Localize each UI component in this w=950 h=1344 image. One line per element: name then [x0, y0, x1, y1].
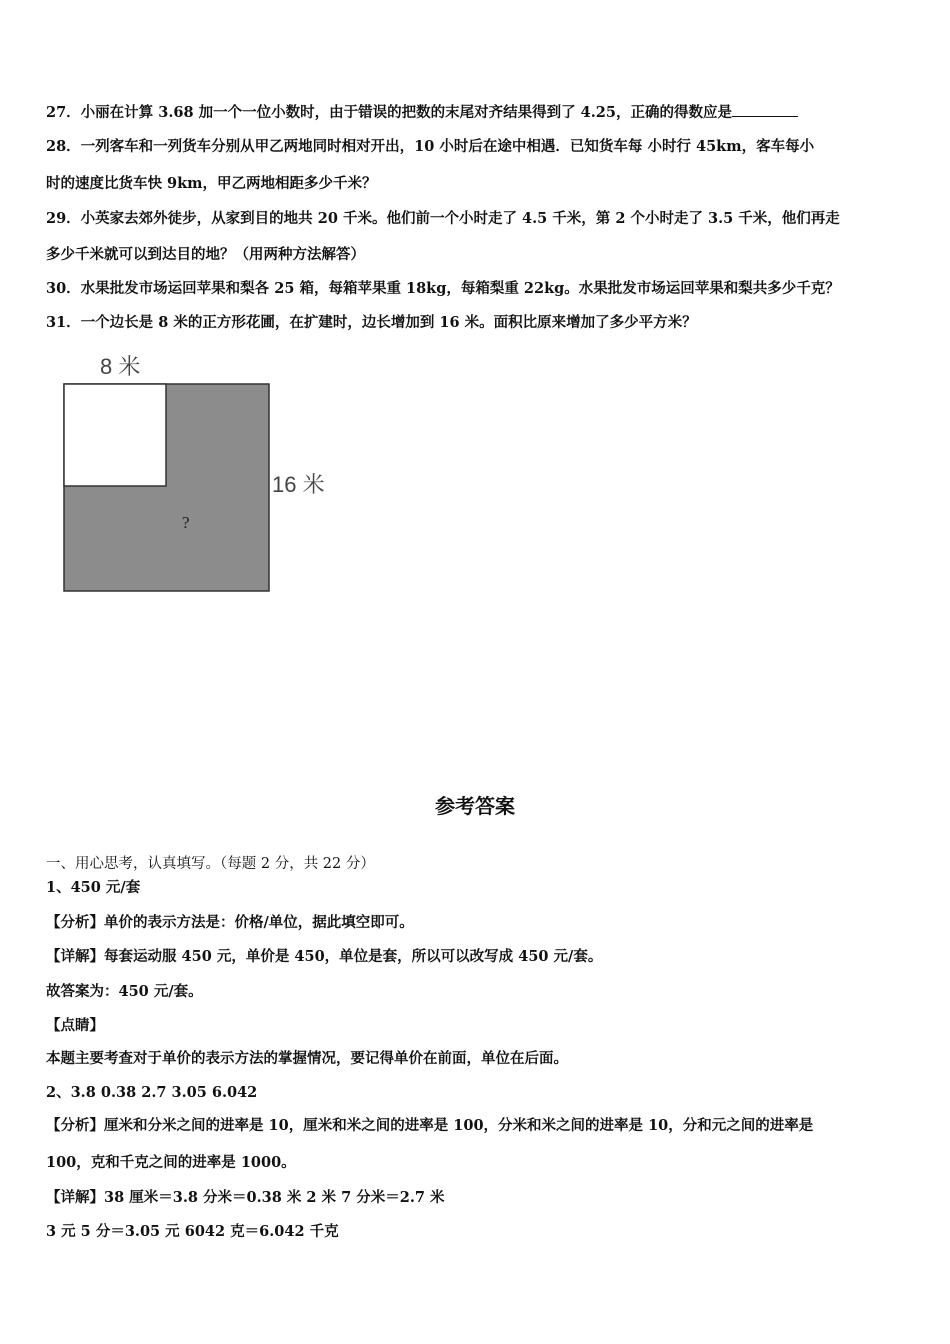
question-29-line-1: 29．小英家去郊外徒步，从家到目的地共 20 千米。他们前一个小时走了 4.5 千米，第 2 个小时走了 3.5 千米，他们再走 [46, 210, 840, 227]
answer-1-conclusion: 故答案为：450 元/套。 [46, 983, 203, 1000]
question-28-line-1: 28．一列客车和一列货车分别从甲乙两地同时相对开出，10 小时后在途中相遇．已知货车每 小时行 45km，客车每小 [46, 138, 815, 155]
answer-1-comment-label: 【点睛】 [46, 1017, 104, 1034]
right-side-label: 16 米 [272, 472, 325, 497]
answer-1: 1、450 元/套 [46, 879, 141, 896]
answer-1-analysis: 【分析】单价的表示方法是：价格/单位，据此填空即可。 [46, 914, 414, 931]
square-garden-figure [46, 346, 346, 601]
original-square [64, 384, 166, 486]
answer-1-detail: 【详解】每套运动服 450 元，单价是 450，单位是套，所以可以改写成 450 元/套。 [46, 948, 603, 965]
answer-section-heading: 一、用心思考，认真填写。（每题 2 分，共 22 分） [46, 856, 375, 872]
question-28-line-2: 时的速度比货车快 9km，甲乙两地相距多少千米？ [46, 175, 377, 192]
top-side-label: 8 米 [100, 354, 141, 379]
question-27 [46, 102, 798, 123]
answer-2-detail-line-2: 3 元 5 分＝3.05 元 6042 克＝6.042 千克 [46, 1223, 339, 1240]
answer-2-analysis-line-2: 100，克和千克之间的进率是 1000。 [46, 1154, 296, 1171]
question-27-text: 27．小丽在计算 3.68 加一个一位小数时，由于错误的把数的末尾对齐结果得到了 4.25，正确的得数应是 [46, 104, 732, 121]
question-30: 30．水果批发市场运回苹果和梨各 25 箱，每箱苹果重 18kg，每箱梨重 22kg。水果批发市场运回苹果和梨共多少千克？ [46, 280, 840, 297]
question-mark: ? [182, 513, 190, 532]
answers-title: 参考答案 [435, 794, 515, 818]
answer-blank [732, 102, 798, 117]
question-31: 31．一个边长是 8 米的正方形花圃，在扩建时，边长增加到 16 米。面积比原来增加了多少平方米？ [46, 314, 697, 331]
question-29-line-2: 多少千米就可以到达目的地？（用两种方法解答） [46, 246, 365, 263]
answer-2-analysis-line-1: 【分析】厘米和分米之间的进率是 10，厘米和米之间的进率是 100，分米和米之间的进率是 10，分和元之间的进率是 [46, 1117, 814, 1134]
answer-2-detail-line-1: 【详解】38 厘米＝3.8 分米＝0.38 米 2 米 7 分米＝2.7 米 [46, 1189, 445, 1206]
answer-2: 2、3.8 0.38 2.7 3.05 6.042 [46, 1084, 258, 1101]
answer-1-comment: 本题主要考查对于单价的表示方法的掌握情况，要记得单价在前面，单位在后面。 [46, 1050, 568, 1067]
